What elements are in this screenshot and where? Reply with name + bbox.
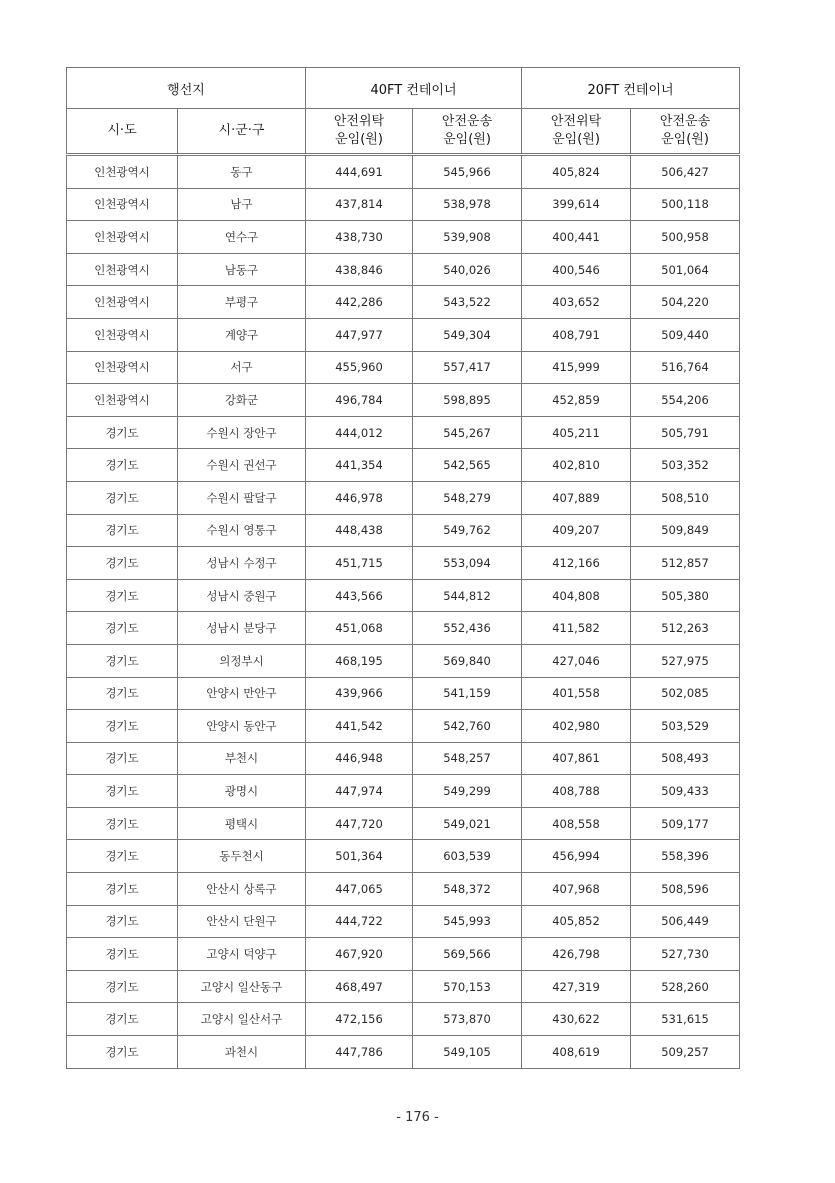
cell-40ft-consign: 451,068: [306, 612, 413, 645]
table-row: [67, 155, 740, 189]
freight-rate-table: [66, 67, 740, 1069]
cell-sigungu: 동두천시: [178, 840, 306, 873]
cell-sigungu: 계양구: [178, 318, 306, 351]
cell-20ft-transport: 502,085: [631, 677, 740, 710]
table-body: [67, 155, 740, 1069]
cell-sigungu: 과천시: [178, 1036, 306, 1069]
header-sigungu: 시·군·구: [178, 109, 306, 155]
cell-20ft-consign: 407,861: [522, 742, 631, 775]
cell-sigungu: 안양시 만안구: [178, 677, 306, 710]
cell-40ft-consign: 444,012: [306, 416, 413, 449]
cell-40ft-transport: 570,153: [413, 970, 522, 1003]
cell-40ft-transport: 545,267: [413, 416, 522, 449]
cell-20ft-transport: 509,257: [631, 1036, 740, 1069]
cell-40ft-consign: 472,156: [306, 1003, 413, 1036]
cell-sigungu: 안산시 단원구: [178, 905, 306, 938]
table-row: [67, 742, 740, 775]
cell-sido: 경기도: [67, 807, 178, 840]
cell-40ft-consign: 444,722: [306, 905, 413, 938]
cell-20ft-consign: 415,999: [522, 351, 631, 384]
table-header: [67, 68, 740, 155]
cell-40ft-transport: 549,299: [413, 775, 522, 808]
cell-40ft-transport: 603,539: [413, 840, 522, 873]
cell-20ft-transport: 558,396: [631, 840, 740, 873]
cell-40ft-transport: 569,566: [413, 938, 522, 971]
header-line: 안전위탁: [333, 114, 385, 129]
cell-20ft-consign: 408,791: [522, 318, 631, 351]
cell-20ft-transport: 508,493: [631, 742, 740, 775]
cell-40ft-transport: 540,026: [413, 253, 522, 286]
cell-40ft-consign: 442,286: [306, 286, 413, 319]
cell-40ft-consign: 451,715: [306, 547, 413, 580]
cell-40ft-consign: 438,846: [306, 253, 413, 286]
cell-sigungu: 강화군: [178, 384, 306, 417]
cell-20ft-transport: 516,764: [631, 351, 740, 384]
cell-20ft-consign: 427,046: [522, 644, 631, 677]
cell-20ft-transport: 528,260: [631, 970, 740, 1003]
cell-40ft-transport: 548,372: [413, 873, 522, 906]
cell-sido: 인천광역시: [67, 351, 178, 384]
cell-sido: 경기도: [67, 1036, 178, 1069]
cell-40ft-transport: 538,978: [413, 188, 522, 221]
cell-40ft-transport: 569,840: [413, 644, 522, 677]
cell-sigungu: 서구: [178, 351, 306, 384]
cell-20ft-transport: 505,380: [631, 579, 740, 612]
cell-sido: 경기도: [67, 612, 178, 645]
table-row: [67, 351, 740, 384]
cell-40ft-consign: 439,966: [306, 677, 413, 710]
table-row: [67, 188, 740, 221]
cell-40ft-transport: 543,522: [413, 286, 522, 319]
cell-40ft-transport: 542,760: [413, 710, 522, 743]
cell-20ft-consign: 426,798: [522, 938, 631, 971]
cell-40ft-transport: 549,762: [413, 514, 522, 547]
table-row: [67, 384, 740, 417]
cell-sido: 인천광역시: [67, 221, 178, 254]
cell-40ft-consign: 446,978: [306, 481, 413, 514]
cell-sido: 경기도: [67, 579, 178, 612]
cell-20ft-transport: 531,615: [631, 1003, 740, 1036]
table-row: [67, 873, 740, 906]
header-sido: 시·도: [67, 109, 178, 155]
table-row: [67, 710, 740, 743]
cell-40ft-consign: 468,195: [306, 644, 413, 677]
cell-sido: 인천광역시: [67, 318, 178, 351]
table-row: [67, 905, 740, 938]
cell-20ft-consign: 400,546: [522, 253, 631, 286]
cell-40ft-transport: 548,279: [413, 481, 522, 514]
cell-sido: 인천광역시: [67, 188, 178, 221]
cell-sigungu: 고양시 덕양구: [178, 938, 306, 971]
cell-20ft-consign: 400,441: [522, 221, 631, 254]
cell-20ft-transport: 508,596: [631, 873, 740, 906]
table-row: [67, 286, 740, 319]
cell-20ft-consign: 402,810: [522, 449, 631, 482]
cell-40ft-transport: 545,966: [413, 155, 522, 189]
cell-40ft-transport: 545,993: [413, 905, 522, 938]
cell-20ft-transport: 504,220: [631, 286, 740, 319]
cell-20ft-transport: 509,433: [631, 775, 740, 808]
cell-40ft-consign: 447,974: [306, 775, 413, 808]
cell-sigungu: 부평구: [178, 286, 306, 319]
cell-sido: 경기도: [67, 742, 178, 775]
cell-sido: 인천광역시: [67, 155, 178, 189]
cell-20ft-consign: 401,558: [522, 677, 631, 710]
cell-sigungu: 수원시 권선구: [178, 449, 306, 482]
table-row: [67, 644, 740, 677]
cell-40ft-transport: 552,436: [413, 612, 522, 645]
cell-20ft-consign: 405,824: [522, 155, 631, 189]
cell-sido: 경기도: [67, 677, 178, 710]
header-line: 안전위탁: [550, 114, 602, 129]
cell-20ft-consign: 405,852: [522, 905, 631, 938]
cell-sigungu: 안산시 상록구: [178, 873, 306, 906]
cell-20ft-consign: 412,166: [522, 547, 631, 580]
cell-40ft-transport: 542,565: [413, 449, 522, 482]
cell-sigungu: 남구: [178, 188, 306, 221]
cell-sigungu: 동구: [178, 155, 306, 189]
cell-sigungu: 고양시 일산서구: [178, 1003, 306, 1036]
header-20ft-consign-rate: [522, 109, 631, 155]
cell-sido: 경기도: [67, 710, 178, 743]
table-row: [67, 514, 740, 547]
cell-40ft-transport: 598,895: [413, 384, 522, 417]
table-row: [67, 253, 740, 286]
cell-sigungu: 성남시 분당구: [178, 612, 306, 645]
cell-sido: 경기도: [67, 416, 178, 449]
cell-sido: 경기도: [67, 775, 178, 808]
cell-40ft-transport: 549,105: [413, 1036, 522, 1069]
cell-40ft-consign: 501,364: [306, 840, 413, 873]
cell-40ft-consign: 447,720: [306, 807, 413, 840]
cell-20ft-consign: 402,980: [522, 710, 631, 743]
table-row: [67, 449, 740, 482]
cell-20ft-consign: 407,889: [522, 481, 631, 514]
table-row: [67, 416, 740, 449]
cell-20ft-transport: 505,791: [631, 416, 740, 449]
cell-40ft-consign: 448,438: [306, 514, 413, 547]
cell-20ft-transport: 508,510: [631, 481, 740, 514]
cell-20ft-transport: 527,975: [631, 644, 740, 677]
cell-sido: 경기도: [67, 481, 178, 514]
cell-20ft-consign: 404,808: [522, 579, 631, 612]
cell-20ft-consign: 409,207: [522, 514, 631, 547]
cell-20ft-transport: 509,440: [631, 318, 740, 351]
table-row: [67, 970, 740, 1003]
cell-20ft-consign: 399,614: [522, 188, 631, 221]
cell-40ft-consign: 455,960: [306, 351, 413, 384]
cell-sigungu: 성남시 중원구: [178, 579, 306, 612]
header-40ft-consign-rate: [306, 109, 413, 155]
cell-sigungu: 남동구: [178, 253, 306, 286]
cell-sido: 경기도: [67, 938, 178, 971]
cell-20ft-transport: 506,427: [631, 155, 740, 189]
cell-sido: 경기도: [67, 514, 178, 547]
cell-sido: 경기도: [67, 873, 178, 906]
cell-40ft-consign: 441,354: [306, 449, 413, 482]
cell-40ft-consign: 444,691: [306, 155, 413, 189]
cell-40ft-transport: 549,304: [413, 318, 522, 351]
cell-20ft-consign: 405,211: [522, 416, 631, 449]
page-number: - 176 -: [396, 1110, 439, 1125]
cell-sigungu: 성남시 수정구: [178, 547, 306, 580]
cell-40ft-transport: 549,021: [413, 807, 522, 840]
header-line: 운임(원): [661, 132, 709, 147]
table-row: [67, 579, 740, 612]
cell-20ft-consign: 407,968: [522, 873, 631, 906]
header-line: 운임(원): [552, 132, 600, 147]
cell-20ft-consign: 456,994: [522, 840, 631, 873]
cell-40ft-consign: 446,948: [306, 742, 413, 775]
cell-20ft-transport: 512,857: [631, 547, 740, 580]
header-40ft-container: 40FT 컨테이너: [306, 68, 522, 109]
cell-40ft-transport: 557,417: [413, 351, 522, 384]
cell-20ft-consign: 408,558: [522, 807, 631, 840]
table-row: [67, 547, 740, 580]
cell-40ft-consign: 496,784: [306, 384, 413, 417]
table-row: [67, 481, 740, 514]
cell-40ft-transport: 539,908: [413, 221, 522, 254]
table-row: [67, 318, 740, 351]
cell-40ft-consign: 447,065: [306, 873, 413, 906]
cell-40ft-consign: 438,730: [306, 221, 413, 254]
cell-20ft-transport: 509,177: [631, 807, 740, 840]
cell-40ft-transport: 544,812: [413, 579, 522, 612]
header-line: 운임(원): [335, 132, 383, 147]
cell-20ft-consign: 430,622: [522, 1003, 631, 1036]
header-region: 행선지: [67, 68, 306, 109]
header-line: 안전운송: [659, 114, 711, 129]
header-line: 안전운송: [441, 114, 493, 129]
cell-sigungu: 수원시 영통구: [178, 514, 306, 547]
cell-40ft-consign: 443,566: [306, 579, 413, 612]
cell-20ft-transport: 554,206: [631, 384, 740, 417]
cell-sigungu: 고양시 일산동구: [178, 970, 306, 1003]
cell-20ft-transport: 500,958: [631, 221, 740, 254]
cell-sigungu: 안양시 동안구: [178, 710, 306, 743]
cell-40ft-consign: 447,977: [306, 318, 413, 351]
cell-sigungu: 광명시: [178, 775, 306, 808]
cell-sigungu: 의정부시: [178, 644, 306, 677]
header-20ft-transport-rate: [631, 109, 740, 155]
cell-sido: 경기도: [67, 644, 178, 677]
cell-40ft-transport: 553,094: [413, 547, 522, 580]
cell-sigungu: 연수구: [178, 221, 306, 254]
cell-sido: 경기도: [67, 547, 178, 580]
cell-sigungu: 부천시: [178, 742, 306, 775]
cell-40ft-transport: 541,159: [413, 677, 522, 710]
cell-20ft-transport: 503,529: [631, 710, 740, 743]
table-row: [67, 1036, 740, 1069]
cell-sigungu: 평택시: [178, 807, 306, 840]
table-row: [67, 840, 740, 873]
cell-40ft-consign: 437,814: [306, 188, 413, 221]
cell-sigungu: 수원시 장안구: [178, 416, 306, 449]
table-row: [67, 612, 740, 645]
cell-40ft-transport: 548,257: [413, 742, 522, 775]
cell-sido: 경기도: [67, 840, 178, 873]
cell-20ft-consign: 411,582: [522, 612, 631, 645]
table-row: [67, 938, 740, 971]
cell-20ft-transport: 509,849: [631, 514, 740, 547]
cell-40ft-consign: 468,497: [306, 970, 413, 1003]
cell-20ft-consign: 403,652: [522, 286, 631, 319]
cell-40ft-consign: 441,542: [306, 710, 413, 743]
cell-20ft-transport: 503,352: [631, 449, 740, 482]
cell-40ft-transport: 573,870: [413, 1003, 522, 1036]
cell-20ft-transport: 506,449: [631, 905, 740, 938]
table-row: [67, 677, 740, 710]
cell-40ft-consign: 447,786: [306, 1036, 413, 1069]
cell-20ft-transport: 512,263: [631, 612, 740, 645]
cell-sido: 경기도: [67, 905, 178, 938]
header-line: 운임(원): [443, 132, 491, 147]
cell-20ft-consign: 408,619: [522, 1036, 631, 1069]
cell-sido: 경기도: [67, 449, 178, 482]
cell-sido: 경기도: [67, 970, 178, 1003]
cell-20ft-consign: 427,319: [522, 970, 631, 1003]
cell-sido: 인천광역시: [67, 253, 178, 286]
cell-20ft-transport: 501,064: [631, 253, 740, 286]
header-20ft-container: 20FT 컨테이너: [522, 68, 740, 109]
cell-20ft-transport: 527,730: [631, 938, 740, 971]
cell-20ft-consign: 408,788: [522, 775, 631, 808]
cell-sido: 인천광역시: [67, 384, 178, 417]
cell-sido: 경기도: [67, 1003, 178, 1036]
table-row: [67, 221, 740, 254]
table-row: [67, 1003, 740, 1036]
header-40ft-transport-rate: [413, 109, 522, 155]
table-row: [67, 775, 740, 808]
cell-40ft-consign: 467,920: [306, 938, 413, 971]
table-row: [67, 807, 740, 840]
cell-sigungu: 수원시 팔달구: [178, 481, 306, 514]
cell-20ft-transport: 500,118: [631, 188, 740, 221]
cell-20ft-consign: 452,859: [522, 384, 631, 417]
cell-sido: 인천광역시: [67, 286, 178, 319]
